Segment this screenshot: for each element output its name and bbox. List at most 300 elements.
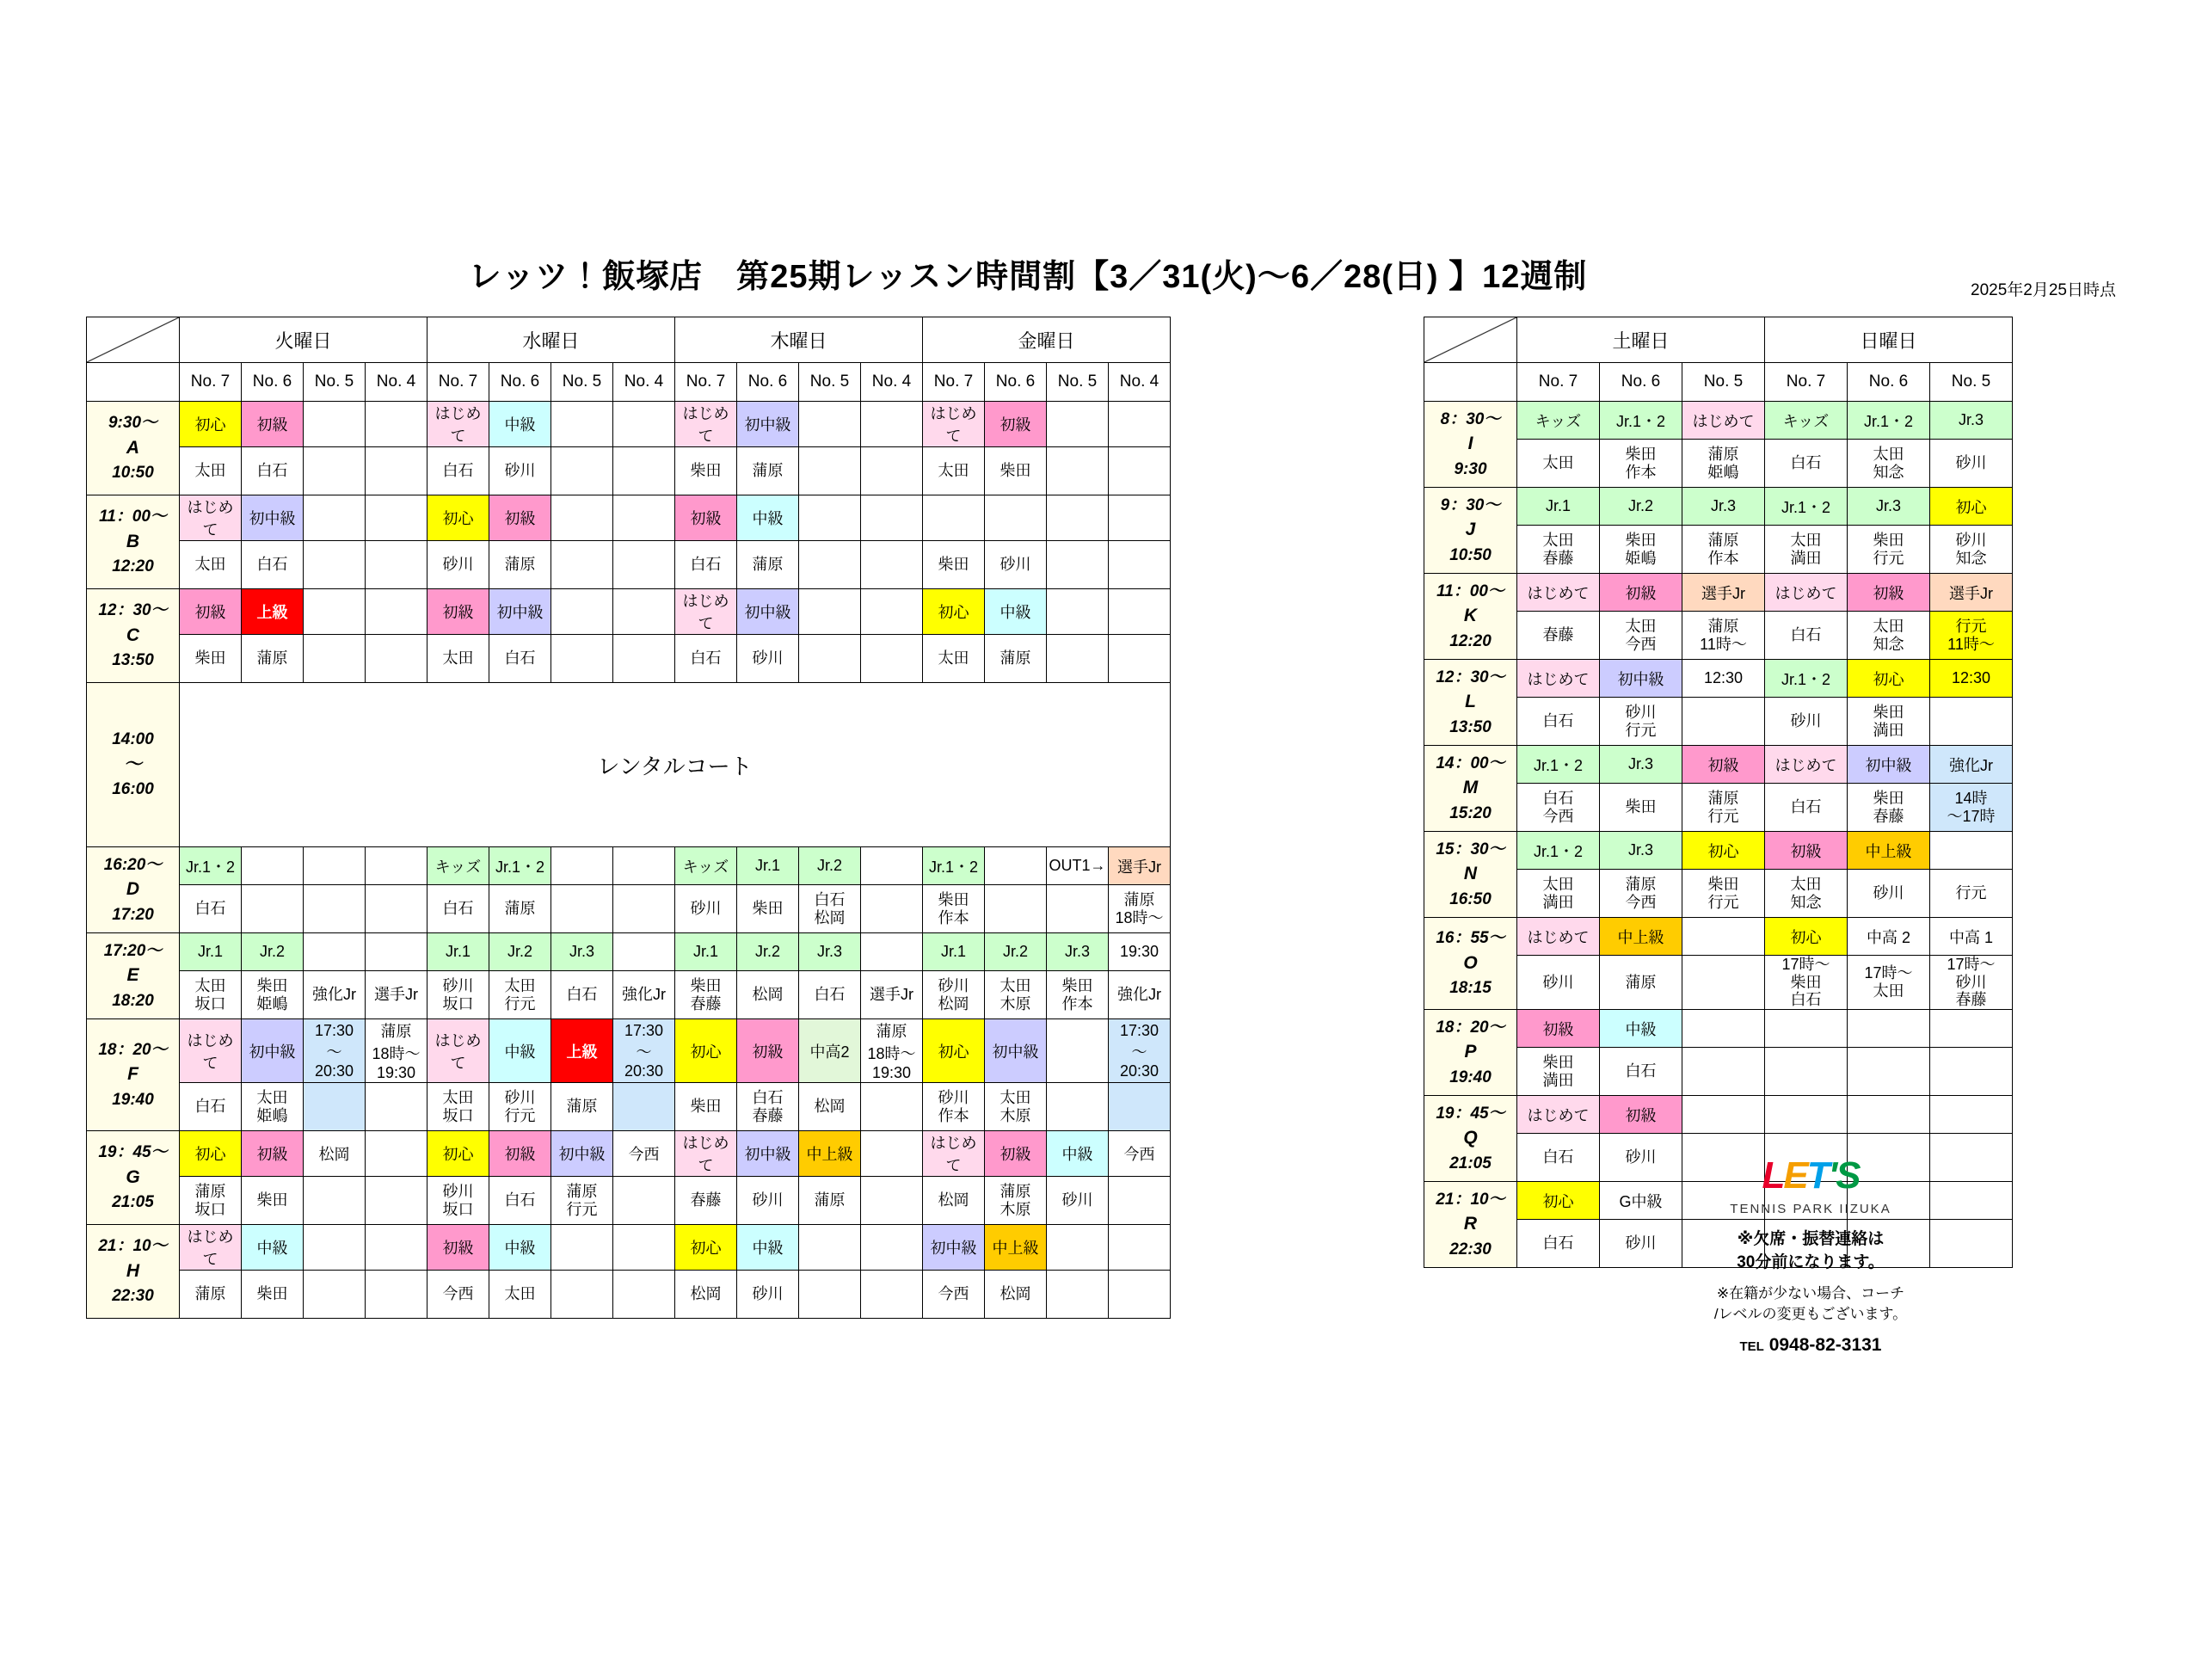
lesson-level: Jr.1 [180, 933, 242, 971]
lesson-coach: 太田 [180, 541, 242, 589]
lesson-level [1109, 495, 1171, 541]
lesson-coach [551, 447, 613, 495]
lesson-coach [304, 1177, 366, 1225]
court-header-1: No. 6 [737, 363, 799, 402]
time-start: 8：30〜 [1440, 409, 1501, 428]
lesson-coach: 白石 [427, 447, 489, 495]
lesson-coach: 白石 [427, 885, 489, 933]
time-label: I [1467, 434, 1473, 454]
lesson-level: キッズ [1517, 402, 1600, 440]
lesson-level [613, 847, 675, 885]
lesson-level: 初級 [180, 589, 242, 635]
court-header-0: No. 7 [923, 363, 985, 402]
time-start: 9:30〜 [108, 414, 158, 433]
lesson-coach: 蒲原 [489, 885, 551, 933]
lesson-coach: 白石 [1765, 440, 1848, 488]
lesson-coach [366, 885, 427, 933]
day-header-row [1424, 317, 2013, 363]
time-label: J [1465, 520, 1476, 540]
lesson-coach: 砂川 松岡 [923, 971, 985, 1019]
lesson-level [304, 933, 366, 971]
lesson-level: 初心 [180, 402, 242, 447]
lesson-coach: 蒲原 木原 [985, 1177, 1047, 1225]
court-header-3: No. 4 [613, 363, 675, 402]
lesson-level-row [87, 1131, 1171, 1177]
lesson-level [1109, 589, 1171, 635]
lesson-level: はじめて [923, 402, 985, 447]
time-label: L [1465, 692, 1476, 712]
time-label: P [1464, 1042, 1477, 1062]
court-header-row [87, 363, 1171, 402]
lesson-coach [799, 635, 861, 683]
lesson-coach [1930, 698, 2013, 746]
lesson-coach-row [87, 1083, 1171, 1131]
lesson-coach: 白石 [675, 541, 737, 589]
lesson-level [613, 402, 675, 447]
lesson-coach [613, 1083, 675, 1131]
lesson-coach: 春藤 [675, 1177, 737, 1225]
lesson-coach: 蒲原 坂口 [180, 1177, 242, 1225]
time-label: R [1463, 1214, 1478, 1234]
lesson-level: 初心 [923, 589, 985, 635]
time-start: 12：30〜 [1436, 668, 1505, 686]
court-header-0: No. 7 [1765, 363, 1848, 402]
lesson-coach: 柴田 行元 [1848, 526, 1930, 574]
lesson-level [1682, 1096, 1765, 1134]
lesson-coach: 砂川 [1765, 698, 1848, 746]
note-line-4: /レベルの変更もございます。 [1713, 1306, 1908, 1323]
court-header-0: No. 7 [675, 363, 737, 402]
court-header-1: No. 6 [242, 363, 304, 402]
lesson-level: 初級 [427, 589, 489, 635]
lesson-level: Jr.2 [985, 933, 1047, 971]
court-header-0: No. 7 [427, 363, 489, 402]
lesson-level-row [87, 1019, 1171, 1083]
lesson-coach [1109, 635, 1171, 683]
time-label: Q [1463, 1128, 1478, 1148]
lesson-level: 初心 [427, 495, 489, 541]
day-header-3: 金曜日 [923, 317, 1171, 363]
lesson-level: 初級 [737, 1019, 799, 1083]
lesson-coach: 柴田 [242, 1177, 304, 1225]
day-header-0: 土曜日 [1517, 317, 1765, 363]
lesson-level [551, 495, 613, 541]
day-header-row [87, 317, 1171, 363]
lesson-level: 初中級 [923, 1225, 985, 1271]
lesson-level: 初中級 [1600, 660, 1682, 698]
lesson-level: 初心 [180, 1131, 242, 1177]
lesson-level [1047, 1019, 1109, 1083]
lesson-coach [1109, 1083, 1171, 1131]
time-slot [1424, 488, 1517, 574]
time-end: 17:20 [112, 905, 154, 924]
lesson-coach: 砂川 行元 [489, 1083, 551, 1131]
lesson-level: 中高 2 [1848, 918, 1930, 956]
lesson-coach: 今西 [427, 1271, 489, 1319]
lesson-level [1848, 1010, 1930, 1048]
lesson-coach: 太田 行元 [489, 971, 551, 1019]
lesson-coach: 強化Jr [1109, 971, 1171, 1019]
lesson-level: Jr.1・2 [923, 847, 985, 885]
lesson-level: 初心 [1930, 488, 2013, 526]
time-slot [1424, 1182, 1517, 1268]
lesson-level: Jr.3 [1600, 832, 1682, 870]
lesson-level: 初中級 [1848, 746, 1930, 784]
time-slot [87, 847, 180, 933]
lesson-level: Jr.1 [1517, 488, 1600, 526]
time-slot [87, 495, 180, 589]
lesson-coach: 強化Jr [304, 971, 366, 1019]
lesson-coach: 蒲原 [737, 447, 799, 495]
lesson-coach: 白石 [489, 1177, 551, 1225]
day-header-1: 日曜日 [1765, 317, 2013, 363]
lesson-level: 蒲原 18時〜 19:30 [366, 1019, 427, 1083]
lesson-coach: 蒲原 11時〜 [1682, 612, 1765, 660]
lesson-coach: 砂川 [1600, 1134, 1682, 1182]
lesson-coach [1047, 1271, 1109, 1319]
lesson-coach: 松岡 [799, 1083, 861, 1131]
lesson-coach: 蒲原 作本 [1682, 526, 1765, 574]
lesson-coach-row [87, 885, 1171, 933]
lesson-coach [1047, 635, 1109, 683]
lesson-coach [1047, 1083, 1109, 1131]
lesson-coach: 太田 姫嶋 [242, 1083, 304, 1131]
lesson-level: Jr.1 [427, 933, 489, 971]
lesson-level: Jr.1・2 [180, 847, 242, 885]
lesson-coach [366, 1083, 427, 1131]
lesson-coach: 白石 [242, 447, 304, 495]
time-slot [1424, 918, 1517, 1010]
lesson-level: 初中級 [242, 1019, 304, 1083]
lesson-coach-row [87, 1177, 1171, 1225]
lesson-coach [799, 541, 861, 589]
lesson-coach [304, 541, 366, 589]
telephone [1626, 1332, 1996, 1358]
lesson-level-row [1424, 488, 2013, 526]
lesson-level [861, 495, 923, 541]
lesson-level: Jr.3 [1600, 746, 1682, 784]
time-start: 21：10〜 [1436, 1190, 1505, 1209]
time-end: 18:15 [1449, 979, 1492, 998]
time-end: 10:50 [1449, 545, 1492, 564]
time-end: 21:05 [1449, 1154, 1492, 1172]
weekend-timetable [1424, 317, 2013, 1268]
lesson-level [799, 402, 861, 447]
lesson-coach: 砂川 [1600, 1220, 1682, 1268]
lesson-coach [1109, 541, 1171, 589]
lesson-coach: 太田 [427, 635, 489, 683]
lesson-coach [304, 447, 366, 495]
time-start: 15：30〜 [1436, 840, 1505, 858]
lesson-coach: 太田 満田 [1517, 870, 1600, 918]
lesson-level: はじめて [675, 589, 737, 635]
lesson-coach: 行元 11時〜 [1930, 612, 2013, 660]
lesson-level: 初心 [427, 1131, 489, 1177]
time-label: C [126, 625, 140, 645]
lesson-level [1930, 1096, 2013, 1134]
lesson-coach [304, 1271, 366, 1319]
lesson-coach [551, 635, 613, 683]
lesson-level [613, 933, 675, 971]
time-end: 19:40 [112, 1090, 154, 1109]
lesson-coach: 柴田 [675, 1083, 737, 1131]
lesson-coach-row [87, 971, 1171, 1019]
lesson-coach [1047, 541, 1109, 589]
lesson-level [366, 847, 427, 885]
lesson-coach [366, 1177, 427, 1225]
lesson-coach: 柴田 満田 [1517, 1048, 1600, 1096]
time-start: 18：20〜 [1436, 1018, 1505, 1037]
lesson-level: 中高 1 [1930, 918, 2013, 956]
lesson-level: はじめて [1517, 574, 1600, 612]
lesson-coach: 柴田 姫嶋 [242, 971, 304, 1019]
lesson-coach: 砂川 [1047, 1177, 1109, 1225]
lesson-coach: 蒲原 [985, 635, 1047, 683]
time-label: A [126, 437, 140, 458]
lesson-coach: 白石 [1765, 784, 1848, 832]
lesson-level: はじめて [1765, 746, 1848, 784]
lesson-level: 初級 [1600, 1096, 1682, 1134]
lesson-level [861, 1131, 923, 1177]
time-slot [87, 1225, 180, 1319]
lesson-level: 強化Jr [1930, 746, 2013, 784]
time-label: E [126, 965, 139, 986]
tel-label: TEL [1739, 1338, 1764, 1354]
time-start: 18：20〜 [98, 1040, 168, 1059]
lesson-level: 初級 [1848, 574, 1930, 612]
lesson-coach [1848, 1048, 1930, 1096]
lesson-level [1047, 495, 1109, 541]
lesson-level: 初級 [427, 1225, 489, 1271]
court-header-3: No. 4 [1109, 363, 1171, 402]
lesson-coach [1930, 1048, 2013, 1096]
lesson-coach: 17時〜 太田 [1848, 956, 1930, 1010]
lesson-level [1682, 1010, 1765, 1048]
lesson-coach: 太田 坂口 [427, 1083, 489, 1131]
lesson-level [613, 1225, 675, 1271]
lesson-level [366, 495, 427, 541]
lesson-level-row [1424, 1010, 2013, 1048]
lesson-level: Jr.3 [1047, 933, 1109, 971]
lesson-coach: 太田 満田 [1765, 526, 1848, 574]
lesson-coach-row [87, 1271, 1171, 1319]
lesson-coach [366, 541, 427, 589]
lesson-level: 中上級 [1848, 832, 1930, 870]
lesson-level: 中級 [985, 589, 1047, 635]
court-header-2: No. 5 [799, 363, 861, 402]
lesson-level [799, 589, 861, 635]
lesson-coach: 白石 [1517, 698, 1600, 746]
lesson-level: 中級 [489, 402, 551, 447]
lesson-coach: 白石 [551, 971, 613, 1019]
time-slot [1424, 660, 1517, 746]
lesson-level [799, 495, 861, 541]
lesson-coach-row [87, 541, 1171, 589]
time-slot [1424, 746, 1517, 832]
lesson-level: 蒲原 18時〜 19:30 [861, 1019, 923, 1083]
time-slot [87, 683, 180, 847]
day-header-0: 火曜日 [180, 317, 427, 363]
lesson-level-row [87, 933, 1171, 971]
lesson-coach [1682, 956, 1765, 1010]
lesson-coach [861, 1177, 923, 1225]
lesson-level: 中級 [489, 1019, 551, 1083]
lesson-coach: 砂川 知念 [1930, 526, 2013, 574]
time-start: 21：10〜 [98, 1237, 168, 1256]
lesson-coach: 柴田 行元 [1682, 870, 1765, 918]
lesson-coach: 太田 坂口 [180, 971, 242, 1019]
lesson-level: 初級 [489, 495, 551, 541]
lesson-coach: 白石 [675, 635, 737, 683]
lesson-level: 初中級 [737, 402, 799, 447]
time-label: F [127, 1064, 138, 1085]
lesson-coach: 柴田 作本 [1047, 971, 1109, 1019]
lesson-level [304, 589, 366, 635]
lesson-coach: 17時〜 柴田 白石 [1765, 956, 1848, 1010]
lesson-coach: 太田 今西 [1600, 612, 1682, 660]
lesson-coach [1047, 885, 1109, 933]
lesson-coach: 白石 [1517, 1220, 1600, 1268]
time-end: 22:30 [112, 1287, 154, 1306]
lesson-level: はじめて [1517, 660, 1600, 698]
lesson-level: 初中級 [985, 1019, 1047, 1083]
lesson-level-row [1424, 1096, 2013, 1134]
lesson-level [304, 495, 366, 541]
lesson-level: Jr.1 [923, 933, 985, 971]
lesson-level: 初中級 [551, 1131, 613, 1177]
lesson-level-row [87, 1225, 1171, 1271]
lesson-coach: 砂川 行元 [1600, 698, 1682, 746]
lesson-coach: 柴田 [923, 541, 985, 589]
lesson-coach: 蒲原 [242, 635, 304, 683]
time-end: 22:30 [1449, 1240, 1492, 1258]
time-end: 21:05 [112, 1193, 154, 1212]
lesson-coach: 太田 知念 [1848, 440, 1930, 488]
lesson-level: Jr.1 [737, 847, 799, 885]
time-start: 14:00 [112, 730, 154, 749]
lesson-level [242, 847, 304, 885]
lesson-level: 初心 [1682, 832, 1765, 870]
time-start: 16:20〜 [103, 855, 163, 874]
lesson-coach-row [87, 447, 1171, 495]
court-corner [1424, 363, 1517, 402]
time-start: 17:20〜 [103, 941, 163, 960]
lesson-level: 初級 [1600, 574, 1682, 612]
lesson-level: はじめて [180, 495, 242, 541]
lesson-level: Jr.1・2 [489, 847, 551, 885]
lesson-level-row [87, 847, 1171, 885]
lesson-coach: 蒲原 [180, 1271, 242, 1319]
lesson-level: Jr.3 [1682, 488, 1765, 526]
lesson-level: はじめて [180, 1019, 242, 1083]
lesson-level: 初中級 [489, 589, 551, 635]
lesson-level [985, 495, 1047, 541]
time-end: 16:00 [112, 780, 154, 799]
lesson-coach: 柴田 作本 [923, 885, 985, 933]
lesson-level [551, 402, 613, 447]
lesson-coach: 松岡 [675, 1271, 737, 1319]
lesson-coach: 砂川 [737, 1177, 799, 1225]
court-header-0: No. 7 [180, 363, 242, 402]
lesson-level: 初級 [1517, 1010, 1600, 1048]
lesson-level [304, 402, 366, 447]
lesson-coach: 柴田 姫嶋 [1600, 526, 1682, 574]
lesson-level: 中高2 [799, 1019, 861, 1083]
lesson-coach: 砂川 [675, 885, 737, 933]
lesson-level [861, 589, 923, 635]
lesson-level: 今西 [613, 1131, 675, 1177]
time-slot [1424, 832, 1517, 918]
lesson-coach [985, 885, 1047, 933]
lesson-level [861, 847, 923, 885]
lesson-level: Jr.3 [799, 933, 861, 971]
lesson-level: キッズ [427, 847, 489, 885]
lesson-coach [799, 447, 861, 495]
lesson-level [366, 1131, 427, 1177]
lesson-level: 17:30 〜 20:30 [1109, 1019, 1171, 1083]
lesson-level-row [87, 495, 1171, 541]
lesson-level: Jr.2 [737, 933, 799, 971]
lesson-level: 中上級 [1600, 918, 1682, 956]
lesson-coach: 白石 [799, 971, 861, 1019]
lesson-level [861, 933, 923, 971]
lesson-coach: 太田 木原 [985, 971, 1047, 1019]
lesson-coach: 蒲原 [1600, 956, 1682, 1010]
time-start: 16：55〜 [1436, 929, 1505, 948]
lesson-level [1765, 1010, 1848, 1048]
lesson-level [551, 847, 613, 885]
lesson-coach: 蒲原 [489, 541, 551, 589]
lesson-level: G中級 [1600, 1182, 1682, 1220]
lesson-level: 中級 [737, 1225, 799, 1271]
lesson-coach [1682, 1048, 1765, 1096]
lesson-level: 中級 [242, 1225, 304, 1271]
lesson-coach [551, 541, 613, 589]
time-slot [87, 589, 180, 683]
lesson-level [923, 495, 985, 541]
lesson-coach: 太田 春藤 [1517, 526, 1600, 574]
lesson-level [366, 1225, 427, 1271]
note-line-1: ※欠席・振替連絡は [1737, 1229, 1885, 1248]
lesson-coach: 砂川 坂口 [427, 1177, 489, 1225]
lesson-level-row [1424, 918, 2013, 956]
lesson-level [613, 589, 675, 635]
lesson-coach [799, 1271, 861, 1319]
lesson-coach: 白石 春藤 [737, 1083, 799, 1131]
lesson-level: 中級 [737, 495, 799, 541]
lesson-coach: 選手Jr [366, 971, 427, 1019]
lesson-level [1047, 402, 1109, 447]
lesson-coach: 蒲原 行元 [1682, 784, 1765, 832]
lesson-coach [366, 447, 427, 495]
time-start: 12：30〜 [98, 601, 168, 620]
lesson-level: Jr.1・2 [1517, 746, 1600, 784]
lesson-level: Jr.1・2 [1848, 402, 1930, 440]
time-slot [87, 1131, 180, 1225]
tel-number: 0948-82-3131 [1768, 1334, 1882, 1355]
lesson-coach: 白石 [489, 635, 551, 683]
lesson-coach: 太田 知念 [1848, 612, 1930, 660]
lesson-level [366, 933, 427, 971]
time-start: 19：45〜 [98, 1143, 168, 1162]
lesson-coach: 14時 〜17時 [1930, 784, 2013, 832]
lesson-level-row [1424, 574, 2013, 612]
time-end: 16:50 [1449, 889, 1492, 908]
court-header-3: No. 4 [861, 363, 923, 402]
time-label: N [1463, 864, 1478, 884]
time-label: M [1462, 778, 1479, 798]
lesson-coach: 今西 [923, 1271, 985, 1319]
